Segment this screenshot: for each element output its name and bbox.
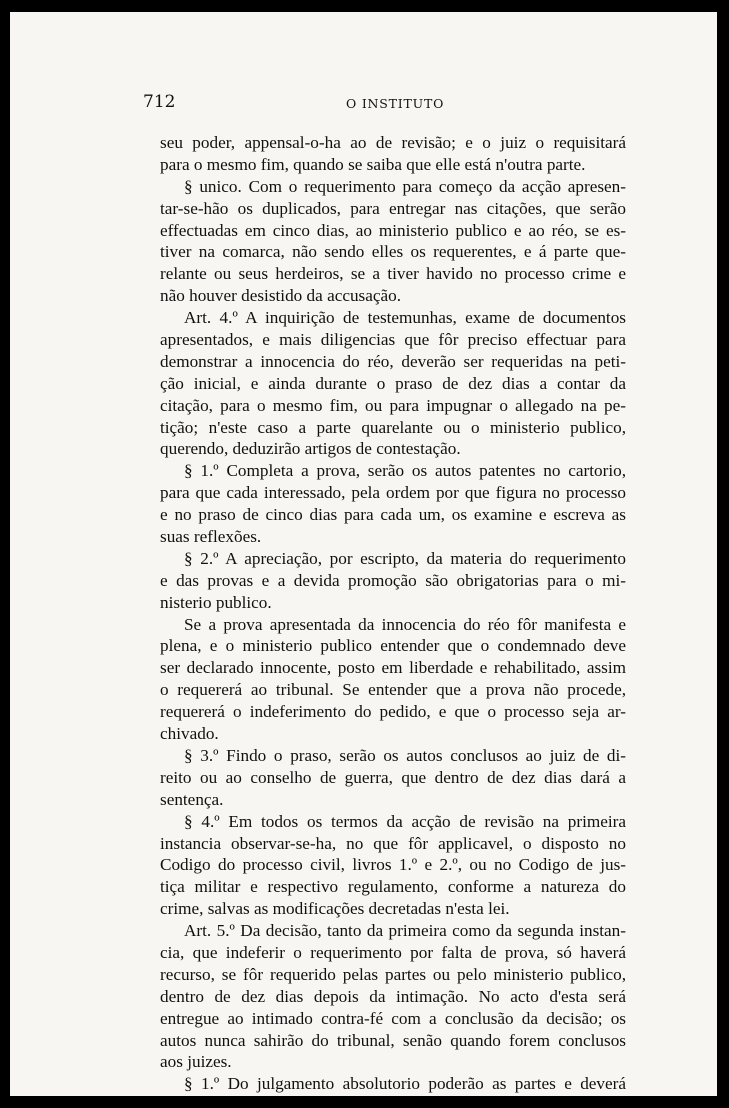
text-line: ser declarado innocente, posto em liberdade e rehabilitado, assim	[160, 658, 626, 678]
scan-border-right	[717, 0, 729, 1108]
text-line: suas reflexões.	[160, 527, 262, 547]
text-line: querendo, deduzirão artigos de contestação.	[160, 439, 461, 459]
text-line: Se a prova apresentada da innocencia do réo fôr manifesta e	[184, 614, 626, 634]
text-line: § 3.º Findo o praso, serão os autos conclusos ao juiz de di-	[184, 745, 626, 765]
text-line: § 1.º Do julgamento absolutorio poderão as partes e deverá	[184, 1074, 626, 1094]
text-line: não houver desistido da accusação.	[160, 286, 402, 306]
text-line: e no praso de cinco dias para cada um, os examine e escreva as	[160, 505, 626, 525]
text-line: tição; n'este caso a parte quarelante ou o ministerio publico,	[160, 417, 626, 437]
text-line: seu poder, appensal-o-ha ao de revisão; e o juiz o requisitará	[160, 133, 626, 152]
body-text	[160, 132, 626, 1095]
scan-border-left	[0, 0, 10, 1108]
text-line: instancia observar-se-ha, no que fôr applicavel, o disposto no	[160, 833, 626, 853]
text-line: dentro de dez dias depois da intimação. No acto d'esta será	[160, 986, 626, 1006]
scan-border-bottom	[0, 1096, 729, 1108]
text-line: § 4.º Em todos os termos da acção de revisão na primeira	[184, 811, 626, 831]
book-page	[10, 12, 717, 1096]
text-line: recurso, se fôr requerido pelas partes ou pelo ministerio publico,	[160, 964, 626, 984]
text-line: cia, que indeferir o requerimento por falta de prova, só haverá	[160, 942, 626, 962]
text-line: effectuadas em cinco dias, ao ministerio publico e ao réo, se es-	[160, 220, 626, 240]
text-line: entregue ao intimado contra-fé com a conclusão da decisão; os	[160, 1008, 626, 1028]
text-line: citação, para o mesmo fim, ou para impugnar o allegado na pe-	[160, 395, 626, 415]
text-line: § unico. Com o requerimento para começo da acção apresen-	[184, 176, 626, 196]
text-line: relante ou seus herdeiros, se a tiver havido no processo crime e	[160, 264, 626, 284]
text-line: sentença.	[160, 789, 224, 809]
text-line: Codigo do processo civil, livros 1.º e 2.º, ou no Codigo de jus-	[160, 855, 626, 875]
text-line: demonstrar a innocencia do réo, deverão ser requeridas na peti-	[160, 351, 626, 371]
text-line: tar-se-hão os duplicados, para entregar nas citações, que serão	[160, 198, 626, 218]
text-line: o requererá ao tribunal. Se entender que a prova não procede,	[160, 680, 626, 700]
text-line: Art. 5.º Da decisão, tanto da primeira como da segunda instan-	[184, 921, 626, 941]
text-line: plena, e o ministerio publico entender que o condemnado deve	[160, 636, 626, 656]
text-line: § 2.º A apreciação, por escripto, da materia do requerimento	[184, 548, 626, 568]
page-number: 712	[143, 92, 176, 112]
page-header	[10, 92, 717, 118]
text-line: chivado.	[160, 724, 219, 744]
text-line: § 1.º Completa a prova, serão os autos patentes no cartorio,	[184, 461, 626, 481]
text-line: Art. 4.º A inquirição de testemunhas, exame de documentos	[184, 308, 626, 328]
text-line: apresentados, e mais diligencias que fôr preciso effectuar para	[160, 330, 626, 350]
text-line: reito ou ao conselho de guerra, que dentro de dez dias dará a	[160, 767, 626, 787]
text-line: e das provas e a devida promoção são obrigatorias para o mi-	[160, 570, 626, 590]
text-line: para que cada interessado, pela ordem por que figura no processo	[160, 483, 626, 503]
text-line: para o mesmo fim, quando se saiba que elle está n'outra parte.	[160, 154, 586, 174]
text-line: autos nunca sahirão do tribunal, senão quando forem conclusos	[160, 1030, 626, 1050]
text-line: aos juizes.	[160, 1052, 232, 1072]
text-line: requererá o indeferimento do pedido, e que o processo seja ar-	[160, 702, 626, 722]
text-line: nisterio publico.	[160, 592, 272, 612]
text-line: crime, salvas as modificações decretadas n'esta lei.	[160, 899, 510, 919]
text-line: tiver na comarca, não sendo elles os requerentes, e á parte que-	[160, 242, 626, 262]
running-head: O INSTITUTO	[346, 96, 445, 111]
scan-border-top	[0, 0, 729, 12]
text-line: tiça militar e respectivo regulamento, conforme a natureza do	[160, 877, 626, 897]
text-line: ção inicial, e ainda durante o praso de dez dias a contar da	[160, 373, 626, 393]
